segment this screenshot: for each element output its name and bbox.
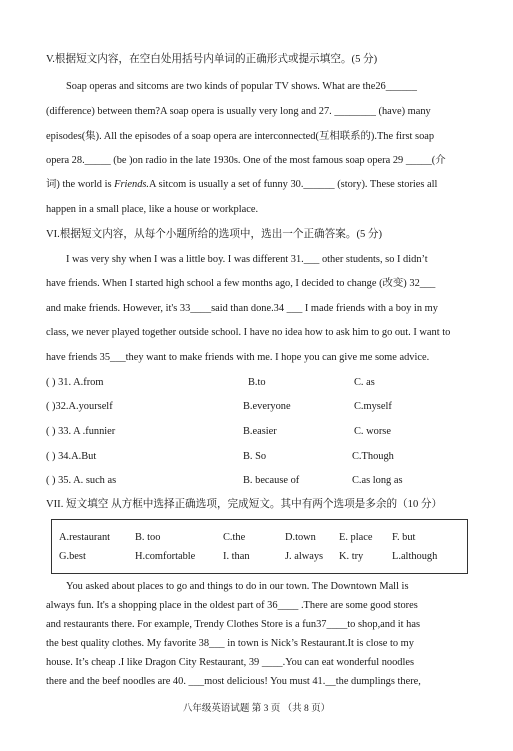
word-option: D.town	[285, 532, 316, 543]
passage-line: the best quality clothes. My favorite 38___ in town is Nick’s Restaurant.It is close to my	[46, 638, 414, 649]
word-option: B. too	[135, 532, 161, 543]
page-footer: 八年级英语试题 第 3 页 （共 8 页）	[182, 704, 331, 714]
passage-line: happen in a small place, like a house or workplace.	[46, 204, 259, 215]
passage-line: I was very shy when I was a little boy. I was different 31.___ other students, so I didn’t	[66, 254, 428, 265]
section-5-heading: V.根据短文内容，在空白处用括号内单词的正确形式或提示填空。(5 分)	[46, 54, 378, 65]
passage-line: Soap operas and sitcoms are two kinds of popular TV shows. What are the26______	[66, 81, 417, 92]
passage-line: opera 28._____ (be )on radio in the late 1930s. One of the most famous soap opera 29 _____(介	[46, 155, 446, 166]
option-c: C.myself	[354, 401, 392, 412]
passage-line: have friends. When I started high school a few months ago, I decided to change (改变) 32___	[46, 278, 436, 289]
option-c: C. as	[354, 377, 375, 388]
word-option: L.although	[392, 551, 438, 562]
passage-line: episodes(集). All the episodes of a soap opera are interconnected(互相联系的).The first soap	[46, 131, 435, 142]
option-b: B. because of	[243, 475, 300, 486]
passage-line: there and the beef noodles are 40. ___most delicious! You must 41.__the dumplings there,	[46, 676, 421, 687]
option-c: C.Though	[352, 451, 394, 462]
passage-line: have friends 35___they want to make friends with me. I hope you can give me some advice.	[46, 352, 430, 363]
line-start: 词) the world is	[46, 179, 115, 190]
word-option: E. place	[339, 532, 373, 543]
option-a: ( )32.A.yourself	[46, 401, 113, 412]
passage-line: and restaurants there. For example, Trendy Clothes Store is a fun37____to shop,and it has	[46, 619, 421, 630]
option-a: ( ) 34.A.But	[46, 451, 97, 462]
passage-line	[46, 178, 479, 192]
passage-line: house. It’s cheap .I like Dragon City Restaurant, 39 ____.You can eat wonderful noodles	[46, 657, 415, 668]
word-option: C.the	[223, 532, 246, 543]
option-a: ( ) 31. A.from	[46, 377, 104, 388]
section-6-heading: VI.根据短文内容，从每个小题所给的选项中，选出一个正确答案。(5 分)	[46, 229, 383, 240]
passage-line: always fun. It's a shopping place in the oldest part of 36____ .There are some good stores	[46, 600, 418, 611]
show-title: Friends.	[114, 179, 150, 190]
option-b: B.everyone	[243, 401, 291, 412]
passage-line: and make friends. However, it's 33____said than done.34 ___ I made friends with a boy in my	[46, 303, 438, 314]
word-option: K. try	[339, 551, 364, 562]
line-rest: A sitcom is usually a set of funny 30.______ (story). These stories all	[149, 179, 438, 190]
section-7-heading: VII. 短文填空 从方框中选择正确选项，完成短文。其中有两个选项是多余的（10 分）	[46, 499, 443, 510]
passage-line: You asked about places to go and things to do in our town. The Downtown Mall is	[66, 581, 409, 592]
word-option: G.best	[59, 551, 86, 562]
option-b: B.easier	[243, 426, 277, 437]
option-c: C. worse	[354, 426, 391, 437]
word-option: I. than	[223, 551, 250, 562]
option-b: B. So	[243, 451, 267, 462]
option-c: C.as long as	[352, 475, 403, 486]
word-option: H.comfortable	[135, 551, 196, 562]
option-a: ( ) 35. A. such as	[46, 475, 117, 486]
word-option: J. always	[285, 551, 324, 562]
passage-line: (difference) between them?A soap opera is usually very long and 27. ________ (have) many	[46, 106, 431, 117]
word-option: A.restaurant	[59, 532, 111, 543]
word-option: F. but	[392, 532, 416, 543]
option-b: B.to	[248, 377, 266, 388]
option-a: ( ) 33. A .funnier	[46, 426, 116, 437]
word-box	[51, 519, 468, 574]
passage-line: class, we never played together outside school. I have no idea how to ask him to go out. I want to	[46, 327, 451, 338]
